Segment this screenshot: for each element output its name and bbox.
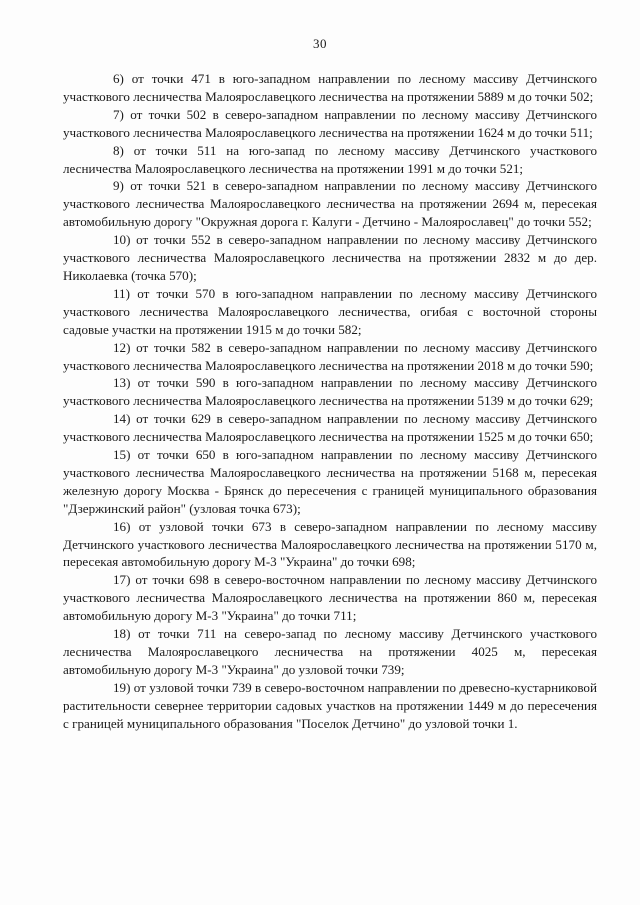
paragraph-9: 9) от точки 521 в северо-западном направлении по лесному массиву Детчинского участкового лесничества Малоярославецкого лесничества на протяжении 2694 м, пересекая автомобильную дорогу "Окружная дорога г. Калуги - Детчино - Малоярославец" до точки 552; <box>63 178 597 230</box>
paragraph-7: 7) от точки 502 в северо-западном направлении по лесному массиву Детчинского участкового лесничества Малоярославецкого лесничества на протяжении 1624 м до точки 511; <box>63 106 597 140</box>
paragraph-8: 8) от точки 511 на юго-запад по лесному массиву Детчинского участкового лесничества Малоярославецкого лесничества на протяжении 1991 м до точки 521; <box>63 142 597 176</box>
paragraph-10: 10) от точки 552 в северо-западном направлении по лесному массиву Детчинского участкового лесничества Малоярославецкого лесничества на протяжении 2832 м до дер. Николаевка (точка 570); <box>63 232 597 283</box>
paragraph-19: 19) от узловой точки 739 в северо-восточном направлении по древесно-кустарниковой растительности севернее территории садовых участков на протяжении 1449 м до пересечения с границей муниципального образования "Поселок Детчино" до узловой точки 1. <box>63 679 597 731</box>
document-body <box>63 70 597 733</box>
page-number: 30 <box>313 36 327 51</box>
paragraph-14: 14) от точки 629 в северо-западном направлении по лесному массиву Детчинского участкового лесничества Малоярославецкого лесничества на протяжении 1525 м до точки 650; <box>63 411 597 445</box>
paragraph-6: 6) от точки 471 в юго-западном направлении по лесному массиву Детчинского участкового лесничества Малоярославецкого лесничества на протяжении 5889 м до точки 502; <box>63 71 597 104</box>
paragraph-18: 18) от точки 711 на северо-запад по лесному массиву Детчинского участкового лесничества Малоярославецкого лесничества на протяжении 4025 м, пересекая автомобильную дорогу М-3 "Украина" до узловой точки 739; <box>63 626 597 677</box>
paragraph-13: 13) от точки 590 в юго-западном направлении по лесному массиву Детчинского участкового лесничества Малоярославецкого лесничества на протяжении 5139 м до точки 629; <box>63 375 597 409</box>
paragraph-12: 12) от точки 582 в северо-западном направлении по лесному массиву Детчинского участкового лесничества Малоярославецкого лесничества на протяжении 2018 м до точки 590; <box>63 339 597 373</box>
paragraph-11: 11) от точки 570 в юго-западном направлении по лесному массиву Детчинского участкового лесничества Малоярославецкого лесничества, огибая с восточной стороны садовые участки на протяжении 1915 м до точки 582; <box>63 285 597 337</box>
paragraph-15: 15) от точки 650 в юго-западном направлении по лесному массиву Детчинского участкового лесничества Малоярославецкого лесничества на протяжении 5168 м, пересекая железную дорогу Москва - Брянск до пересечения с границей муниципального образования "Дзержинский район" (узловая точка 673); <box>63 447 597 516</box>
paragraph-16: 16) от узловой точки 673 в северо-западном направлении по лесному массиву Детчинского участкового лесничества Малоярославецкого лесничества на протяжении 5170 м, пересекая автомобильную дорогу М-3 "Украина" до точки 698; <box>63 518 597 570</box>
paragraph-17: 17) от точки 698 в северо-восточном направлении по лесному массиву Детчинского участкового лесничества Малоярославецкого лесничества на протяжении 860 м, пересекая автомобильную дорогу М-3 "Украина" до точки 711; <box>63 572 597 624</box>
